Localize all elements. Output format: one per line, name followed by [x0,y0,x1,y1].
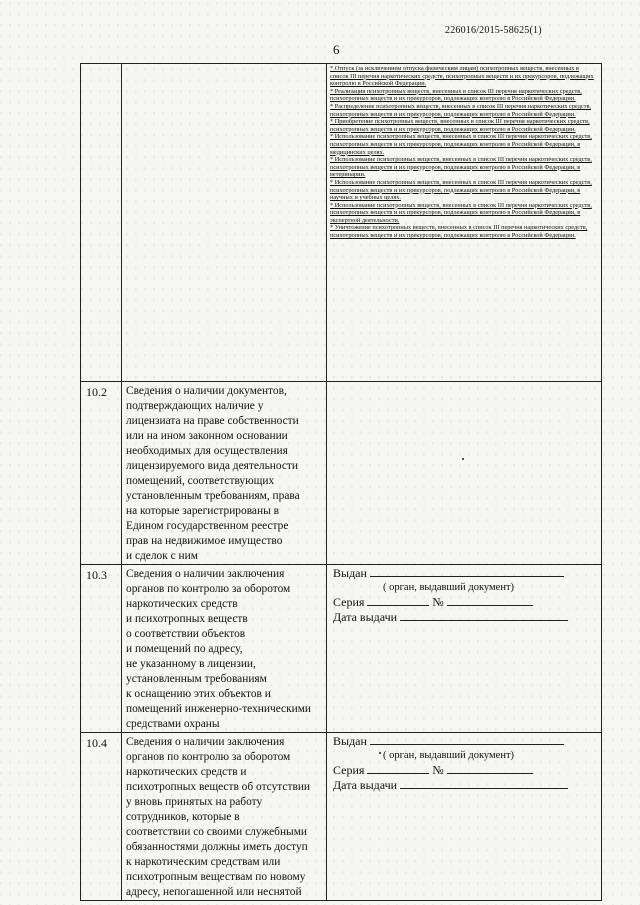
description-line: помещений инженерно-техническими [126,703,312,715]
description-line: органов по контролю за оборотом [126,751,291,763]
description-line: или на ином законном основании [126,430,288,442]
table-row [81,382,602,565]
description-line: к оснащению этих объектов и [126,688,271,700]
description-line: органов по контролю за оборотом [126,583,291,595]
description-line: необходимых для осуществления [126,445,288,457]
issue-date-line [333,610,597,625]
row-number: 10.3 [81,565,122,733]
issue-date-label: Дата выдачи [333,777,398,792]
description-line: соответствии со своими служебными [126,826,308,838]
description-line: подтверждающих наличие у [126,400,264,412]
description-line: Сведения о наличии заключения [126,736,285,748]
description-line: лицензируемого вида деятельности [126,460,298,472]
license-info-table [80,63,602,901]
description-line: прав на недвижимое имущество [126,535,283,547]
description-line: не указанному в лицензии, [126,658,256,670]
series-field[interactable] [367,763,429,774]
page-number: 6 [333,42,340,57]
issued-label: Выдан [333,734,367,748]
description-line: обязанностями должны иметь доступ [126,841,308,853]
issued-label: Выдан [333,566,367,580]
issued-by-line [333,734,597,749]
list-item: * Использование психотропных веществ, внесенных в список III перечня наркотических средств, психотропных веществ и их прекурсоров, подлежащих контролю в Российской Федерации, в медицинских целях. [330,133,592,156]
issued-by-note: ( орган, выдавший документ) [383,581,515,593]
scan-speck [379,752,381,754]
row-number: 10.4 [81,733,122,901]
list-item: * Использование психотропных веществ, внесенных в список III перечня наркотических средств, психотропных веществ и их прекурсоров, подлежащих контролю в Российской Федерации, в экспертной деятельности. [330,201,592,224]
table-row [81,733,602,901]
issue-date-label: Дата выдачи [333,609,398,624]
description-line: Сведения о наличии заключения [126,568,285,580]
series-line [333,595,597,610]
series-label: Серия [333,595,365,609]
number-label: № [432,595,444,609]
issue-date-field[interactable] [400,778,568,789]
description-line: наркотических средств и [126,766,247,778]
description-line: и сделок с ним [126,550,198,562]
activity-list-cell [327,64,602,382]
description-line: лицензиата на праве собственности [126,415,299,427]
issued-by-note: ( орган, выдавший документ) [383,749,515,761]
description-line: адресу, непогашенной или неснятой [126,886,302,898]
list-item: * Приобретение психотропных веществ, внесенных в список III перечня наркотических средств, психотропных веществ и их прекурсоров, подлежащих контролю в Российской Федерации. [330,118,590,133]
value-cell [327,382,602,565]
description-cell [122,565,327,733]
table-row [81,565,602,733]
description-line: средствами охраны [126,718,220,730]
description-line: сотрудников, которые в [126,811,240,823]
list-item: * Отпуск (за исключением отпуска физическим лицам) психотропных веществ, внесенных в список III перечня наркотических средств, психотропных веществ и их прекурсоров, подлежащих контролю в Российской Федерации. [330,65,594,88]
issued-by-field[interactable] [370,734,564,745]
series-label: Серия [333,763,365,777]
description-line: на которые зарегистрированы в [126,505,279,517]
issue-date-field[interactable] [400,610,568,621]
description-line: у вновь принятых на работу [126,796,263,808]
table-row [81,64,602,382]
list-item: * Реализация психотропных веществ, внесенных в список III перечня наркотических средств, психотропных веществ и их прекурсоров, подлежащих контролю в Российской Федерации. [330,87,582,103]
description-cell [122,382,327,565]
description-cell [122,64,327,382]
description-line: Сведения о наличии документов, [126,385,287,397]
issue-date-line [333,778,597,793]
description-line: о соответствии объектов [126,628,246,640]
description-line: помещений, соответствующих [126,475,275,487]
description-cell [122,733,327,901]
list-item: * Использование психотропных веществ, внесенных в список III перечня наркотических средств, психотропных веществ и их прекурсоров, подлежащих контролю в Российской Федерации, в научных и учебных целях. [330,178,592,202]
list-item: * Использование психотропных веществ, внесенных в список III перечня наркотических средств, психотропных веществ и их прекурсоров, подлежащих контролю в Российской Федерации, в ветеринарии. [330,156,592,179]
description-line: Едином государственном реестре [126,520,289,532]
description-line: наркотических средств [126,598,238,610]
description-line: психотропных веществ об отсутствии [126,781,311,793]
document-details-cell [327,565,602,733]
number-label: № [432,763,444,777]
issued-by-line [333,566,597,581]
registration-number: 226016/2015-58625(1) [445,25,542,36]
description-line: установленным требованиям [126,673,267,685]
list-item: * Уничтожение психотропных веществ, внесенных в список III перечня наркотических средств, психотропных веществ и их прекурсоров, подлежащих контролю в Российской Федерации. [330,224,588,240]
series-line [333,763,597,778]
issued-by-field[interactable] [370,566,564,577]
document-number-field[interactable] [447,595,533,606]
document-number-field[interactable] [447,763,533,774]
series-field[interactable] [367,595,429,606]
scan-speck [462,458,464,460]
description-line: установленным требованиям, права [126,490,300,502]
description-line: и психотропных веществ [126,613,248,625]
number-cell [81,64,122,382]
description-line: психотропным веществам по новому [126,871,306,883]
document-details-cell [327,733,602,901]
description-line: к наркотическим средствам или [126,856,281,868]
description-line: и помещений по адресу, [126,643,243,655]
row-number: 10.2 [81,382,122,565]
list-item: * Распределение психотропных веществ, внесенных в список III перечня наркотических средств, психотропных веществ и их прекурсоров, подлежащих контролю в Российской Федерации. [330,102,592,118]
